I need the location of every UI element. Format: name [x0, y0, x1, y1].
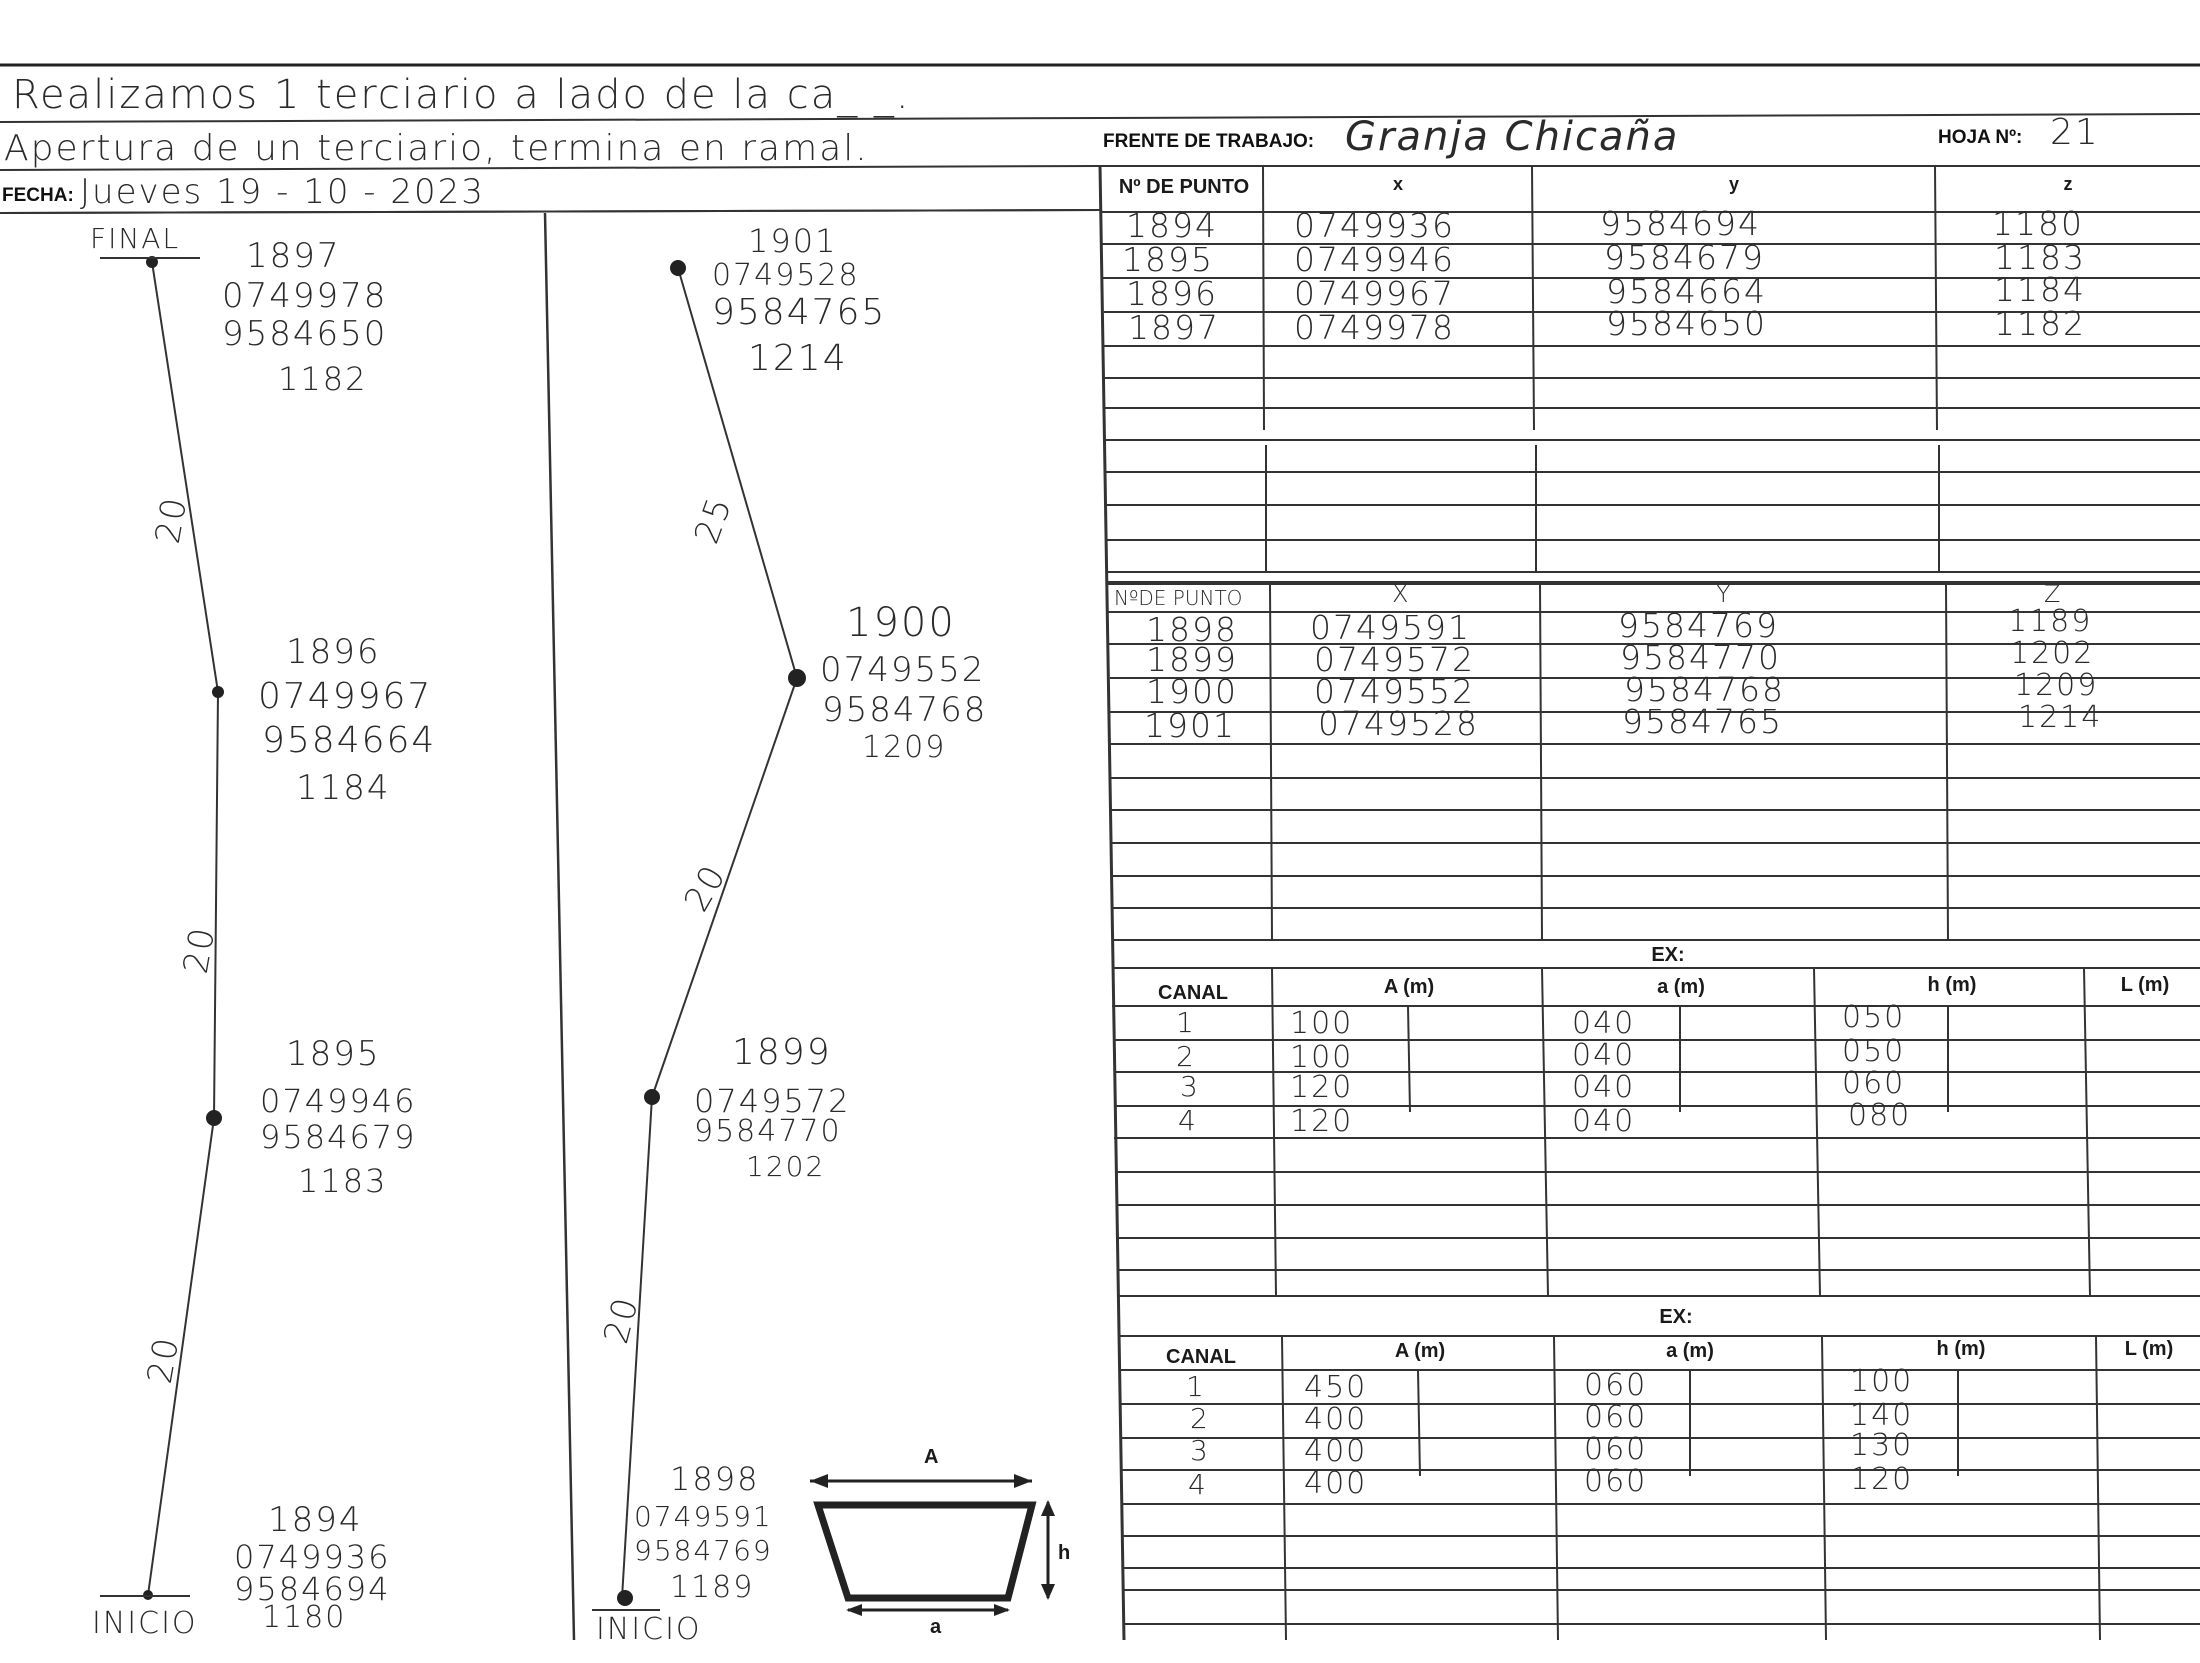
col-header-L: L (m) [2124, 1338, 2174, 1360]
canal-trapezoid [818, 1505, 1032, 1598]
inicio-label-left: INICIO [92, 1606, 198, 1641]
table-cell: 2 [1176, 1040, 1196, 1073]
col-header-A: A (m) [1394, 1340, 1446, 1362]
inicio-label-right: INICIO [596, 1612, 702, 1647]
frente-value: Granja Chicaña [1345, 114, 1680, 160]
point-z: 1214 [748, 338, 848, 379]
table-cell: 120 [1850, 1462, 1914, 1497]
table-cell: 1895 [1122, 240, 1214, 279]
table-cell: 0749572 [1314, 640, 1475, 679]
point-y: 9584664 [262, 720, 437, 761]
table-cell: 9584765 [1622, 702, 1783, 741]
distance-label: 20 [596, 1291, 648, 1349]
distance-label: 20 [147, 493, 196, 547]
point-y: 9584650 [222, 314, 388, 354]
table-cell: 100 [1850, 1364, 1914, 1399]
table-cell: 040 [1572, 1070, 1636, 1105]
col-header-A: A (m) [1383, 976, 1435, 998]
table-cell: 1894 [1126, 206, 1218, 245]
final-label: FINAL [90, 222, 181, 255]
left-point-marker [206, 1110, 222, 1126]
right-alignment-line [622, 268, 797, 1598]
distance-label: 20 [139, 1333, 188, 1387]
col-header-x: x [1392, 174, 1403, 194]
table-cell: 3 [1180, 1070, 1200, 1103]
left-point-marker [212, 686, 224, 698]
table-cell: 1202 [2010, 636, 2095, 671]
table-cell: 0749967 [1294, 274, 1455, 313]
point-x: 0749946 [260, 1082, 417, 1120]
table-cell: 040 [1572, 1104, 1636, 1139]
col-header-y: y [1728, 174, 1739, 194]
table-cell: 9584694 [1600, 204, 1761, 243]
table-cell: 060 [1584, 1464, 1648, 1499]
point-id: 1900 [846, 600, 956, 646]
table-cell: 1899 [1146, 640, 1238, 679]
table-cell: 4 [1178, 1104, 1198, 1137]
table-cell: 080 [1848, 1098, 1912, 1133]
point-x: 0749552 [820, 650, 986, 690]
diagram-label-a: a [930, 1616, 942, 1638]
table-cell: 060 [1584, 1400, 1648, 1435]
table-cell: 1896 [1126, 274, 1218, 313]
diagram-label-h: h [1058, 1542, 1071, 1564]
point-y: 9584769 [634, 1534, 773, 1567]
note-line-2: Apertura de un terciario, termina en ramal. [4, 128, 869, 169]
table-cell: 4 [1188, 1468, 1208, 1501]
table-cell: 3 [1190, 1434, 1210, 1467]
point-z: 1209 [862, 730, 947, 765]
right-point-marker [617, 1590, 633, 1606]
fecha-value: Jueves 19 - 10 - 2023 [80, 172, 485, 212]
table-cell: 400 [1304, 1466, 1368, 1501]
table-cell: 0749978 [1294, 308, 1455, 347]
point-x: 0749591 [634, 1500, 773, 1533]
table-cell: 1209 [2014, 668, 2099, 703]
table-cell: 050 [1842, 1034, 1906, 1069]
table-cell: 060 [1842, 1066, 1906, 1101]
point-id: 1898 [670, 1460, 760, 1498]
table-cell: 400 [1304, 1402, 1368, 1437]
frente-label: FRENTE DE TRABAJO: [1103, 131, 1315, 152]
table-cell: 100 [1290, 1006, 1354, 1041]
point-z: 1202 [746, 1150, 826, 1183]
note-line-1: Realizamos 1 terciario a lado de la ca_ _. [12, 72, 911, 118]
point-y: 9584694 [234, 1570, 391, 1608]
point-z: 1182 [278, 360, 368, 398]
table-cell: 1898 [1146, 610, 1238, 649]
col-header-canal: CANAL [1166, 1346, 1236, 1368]
table-cell: 140 [1850, 1398, 1914, 1433]
table-cell: 060 [1584, 1432, 1648, 1467]
table-cell: 1214 [2018, 700, 2103, 735]
point-x: 0749528 [712, 258, 860, 293]
point-z: 1183 [298, 1162, 388, 1200]
fecha-label: FECHA: [2, 185, 74, 206]
col-header-a: a (m) [1666, 1340, 1714, 1362]
col-header-L: L (m) [2120, 974, 2170, 996]
point-y: 9584770 [694, 1114, 842, 1149]
point-id: 1899 [732, 1032, 832, 1073]
table-cell: 9584769 [1618, 606, 1779, 645]
table-cell: 0749591 [1310, 608, 1471, 647]
col-header-z: Z [2044, 580, 2063, 608]
table-cell: 130 [1850, 1428, 1914, 1463]
table-cell: 100 [1290, 1040, 1354, 1075]
col-header-h: h (m) [1936, 1338, 1986, 1360]
col-header-y: Y [1716, 580, 1733, 608]
table-cell: 1189 [2008, 604, 2093, 639]
ex-label: EX: [1659, 1306, 1693, 1328]
distance-label: 20 [676, 857, 735, 919]
table-cell: 1183 [1994, 238, 2086, 277]
table-cell: 1897 [1128, 308, 1220, 347]
table-cell: 9584664 [1606, 272, 1767, 311]
table-cell: 2 [1190, 1402, 1210, 1435]
table-cell: 0749936 [1294, 206, 1455, 245]
table-cell: 0749528 [1318, 704, 1479, 743]
table-cell: 9584770 [1620, 638, 1781, 677]
table-cell: 040 [1572, 1038, 1636, 1073]
table-cell: 120 [1290, 1070, 1354, 1105]
table-cell: 9584679 [1604, 238, 1765, 277]
distance-label: 20 [175, 923, 224, 977]
point-y: 9584765 [712, 292, 887, 333]
right-point-marker [788, 669, 806, 687]
table-cell: 050 [1842, 1000, 1906, 1035]
diagram-label-A: A [924, 1446, 939, 1468]
right-point-marker [644, 1089, 660, 1105]
point-id: 1901 [748, 222, 838, 260]
hoja-value: 21 [2050, 112, 2100, 153]
point-z: 1184 [296, 768, 391, 808]
col-header-x: X [1392, 580, 1411, 608]
col-header-punto: Nº DE PUNTO [1118, 176, 1250, 198]
table-cell: 400 [1304, 1434, 1368, 1469]
table-cell: 0749552 [1314, 672, 1475, 711]
col-header-a: a (m) [1657, 976, 1705, 998]
table-cell: 1 [1186, 1370, 1206, 1403]
col-header-h: h (m) [1927, 974, 1977, 996]
col-header-canal: CANAL [1158, 982, 1228, 1004]
table-cell: 1900 [1146, 672, 1238, 711]
table-cell: 060 [1584, 1368, 1648, 1403]
table-cell: 040 [1572, 1006, 1636, 1041]
table-cell: 1182 [1994, 304, 2086, 343]
point-id: 1896 [286, 632, 381, 672]
point-z: 1180 [262, 1600, 347, 1635]
point-z: 1189 [670, 1570, 755, 1605]
point-x: 0749967 [258, 676, 433, 717]
table-cell: 1 [1176, 1006, 1196, 1039]
table-cell: 1184 [1994, 270, 2086, 309]
ex-label: EX: [1651, 944, 1685, 966]
point-id: 1897 [246, 236, 341, 276]
point-x: 0749936 [234, 1538, 391, 1576]
distance-label: 25 [686, 490, 741, 550]
col-header-punto: NºDE PUNTO [1114, 586, 1243, 610]
point-id: 1894 [268, 1500, 363, 1540]
table-cell: 9584768 [1624, 670, 1785, 709]
point-id: 1895 [286, 1034, 381, 1074]
point-x: 0749978 [222, 276, 388, 316]
point-y: 9584768 [822, 690, 988, 730]
table-cell: 1901 [1144, 706, 1236, 745]
table-cell: 9584650 [1606, 304, 1767, 343]
right-point-marker [670, 260, 686, 276]
hoja-label: HOJA Nº: [1938, 127, 2023, 148]
table-cell: 1180 [1992, 204, 2084, 243]
table-cell: 0749946 [1294, 240, 1455, 279]
table-cell: 450 [1304, 1370, 1368, 1405]
table-cell: 120 [1290, 1104, 1354, 1139]
point-x: 0749572 [694, 1082, 851, 1120]
col-header-z: z [2063, 174, 2073, 194]
point-y: 9584679 [260, 1118, 417, 1156]
